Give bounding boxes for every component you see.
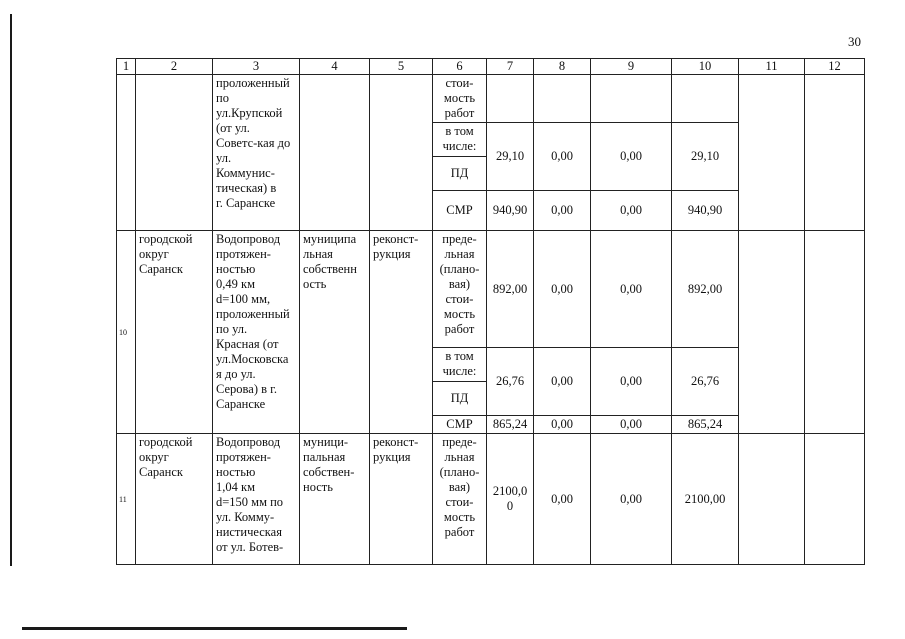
header-cell: 12 [805, 59, 865, 75]
work-type: реконст- рукция [370, 434, 433, 565]
pd-value: 26,76 [487, 348, 534, 416]
table-row [117, 434, 865, 565]
header-cell: 9 [591, 59, 672, 75]
page-number: 30 [848, 34, 861, 49]
header-cell: 4 [300, 59, 370, 75]
budget-table [116, 58, 865, 565]
header-cell: 5 [370, 59, 433, 75]
header-cell: 6 [433, 59, 487, 75]
pd-value: 29,10 [672, 123, 739, 191]
smr-value: 0,00 [591, 191, 672, 231]
pd-label: ПД [433, 157, 487, 191]
header-cell: 8 [534, 59, 591, 75]
pd-value: 0,00 [591, 348, 672, 416]
cost-value: 2100,00 [672, 434, 739, 565]
smr-value: 865,24 [672, 416, 739, 434]
cost-value: 0,00 [591, 434, 672, 565]
pd-label: ПД [433, 382, 487, 416]
smr-value: 0,00 [534, 416, 591, 434]
cost-value: 892,00 [487, 231, 534, 348]
district: городской округ Саранск [136, 434, 213, 565]
ownership: муници- пальная собствен- ность [300, 434, 370, 565]
cost-value: 0,00 [534, 434, 591, 565]
ownership: муниципа льная собственн ость [300, 231, 370, 434]
district: городской округ Саранск [136, 231, 213, 434]
pd-value: 0,00 [534, 348, 591, 416]
row-number: 10 [117, 231, 136, 434]
header-cell: 7 [487, 59, 534, 75]
smr-label: СМР [433, 191, 487, 231]
pd-value: 0,00 [534, 123, 591, 191]
work-type: реконст- рукция [370, 231, 433, 434]
header-cell: 3 [213, 59, 300, 75]
pd-value: 0,00 [591, 123, 672, 191]
header-row [117, 59, 865, 75]
row-number: 11 [117, 434, 136, 565]
header-cell: 10 [672, 59, 739, 75]
smr-value: 0,00 [534, 191, 591, 231]
header-cell: 2 [136, 59, 213, 75]
cost-value: 0,00 [591, 231, 672, 348]
scan-edge-left [10, 14, 12, 566]
pd-value: 26,76 [672, 348, 739, 416]
cost-label: стои- мость работ [433, 75, 487, 123]
cost-label: преде- льная (плано- вая) стои- мость работ [433, 434, 487, 565]
incl-label: в том числе: [433, 348, 487, 382]
smr-value: 940,90 [672, 191, 739, 231]
header-cell: 1 [117, 59, 136, 75]
smr-value: 865,24 [487, 416, 534, 434]
object-description: Водопровод протяжен- ностью 0,49 км d=100 мм, проложенный по ул. Красная (от ул.Московска я до ул. Серова) в г. Саранске [213, 231, 300, 434]
cost-value: 0,00 [534, 231, 591, 348]
object-description: проложенный по ул.Крупской (от ул. Советс-кая до ул. Коммунис- тическая) в г. Саранске [213, 75, 300, 231]
cost-value: 2100,0 0 [487, 434, 534, 565]
table-row [117, 231, 865, 348]
table-row [117, 75, 865, 123]
smr-value: 0,00 [591, 416, 672, 434]
smr-value: 940,90 [487, 191, 534, 231]
object-description: Водопровод протяжен- ностью 1,04 км d=150 мм по ул. Комму- нистическая от ул. Ботев- [213, 434, 300, 565]
incl-label: в том числе: [433, 123, 487, 157]
cost-label: преде- льная (плано- вая) стои- мость работ [433, 231, 487, 348]
scan-edge-bottom [22, 627, 407, 630]
smr-label: СМР [433, 416, 487, 434]
header-cell: 11 [739, 59, 805, 75]
pd-value: 29,10 [487, 123, 534, 191]
cost-value: 892,00 [672, 231, 739, 348]
